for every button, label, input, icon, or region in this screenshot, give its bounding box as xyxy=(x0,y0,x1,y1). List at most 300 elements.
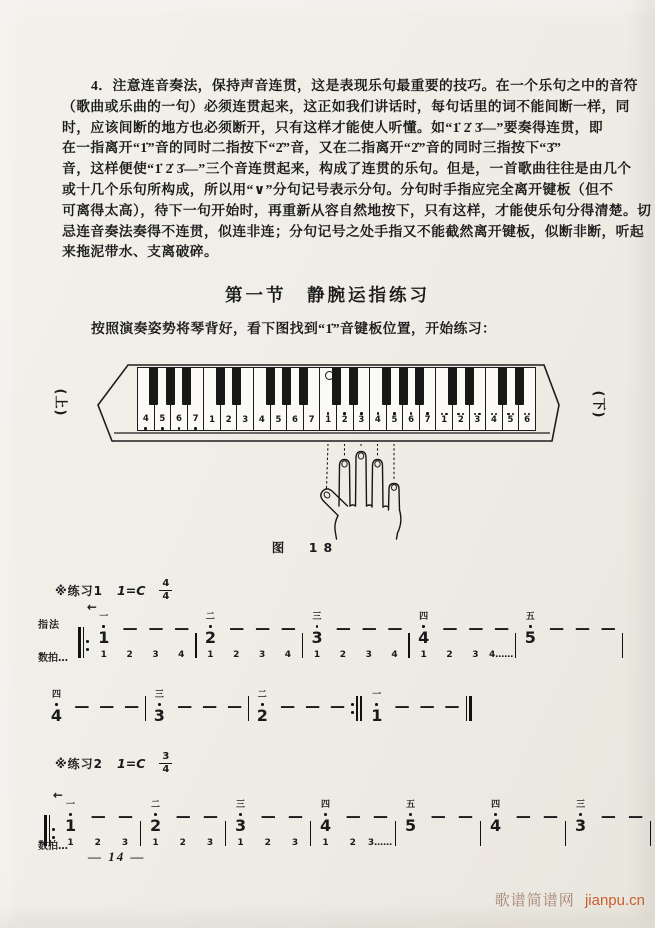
barline xyxy=(622,633,623,658)
duration-dash: — xyxy=(628,807,643,825)
duration-dash: — xyxy=(574,619,589,637)
beat-count: 4 xyxy=(391,650,398,660)
duration-dash: — xyxy=(122,619,137,637)
beat-count: 1 xyxy=(322,838,329,848)
beat-count xyxy=(424,838,451,849)
dash-cell xyxy=(254,807,281,834)
duration-dash: — xyxy=(174,619,189,637)
note-cell xyxy=(397,800,424,834)
beat-row xyxy=(567,838,649,849)
beat-count xyxy=(517,650,543,661)
barline xyxy=(302,633,303,658)
paragraph-line: 时，应该间断的地方也必须断开，只有这样才能使人听懂。如“1̇ 2̇ 3̇—”要奏得连贯，即 xyxy=(62,119,604,135)
exercise1-key-signature: 1=C xyxy=(117,583,146,598)
duration-dash: — xyxy=(124,697,139,715)
white-key-label: 5 xyxy=(275,415,282,425)
dash-cell xyxy=(111,807,138,834)
duration-dash: — xyxy=(335,619,350,637)
white-key-label: 6 xyxy=(175,414,182,425)
measure xyxy=(567,792,649,849)
duration-dash: — xyxy=(305,697,320,715)
dash-cell xyxy=(569,619,595,646)
dash-cell xyxy=(69,697,94,724)
dash-cell xyxy=(325,697,350,724)
note-cell xyxy=(482,800,509,834)
duration-dash: — xyxy=(430,807,445,825)
octave-dot xyxy=(144,427,147,430)
duration-dash: — xyxy=(458,807,473,825)
dash-cell xyxy=(249,619,275,646)
duration-dash: — xyxy=(227,697,242,715)
note-cell xyxy=(304,612,330,646)
dash-cell xyxy=(509,807,536,834)
exercise2-key-signature: 1=C xyxy=(117,756,146,771)
beat-count: 2 xyxy=(179,838,186,848)
duration-dash: — xyxy=(90,807,105,825)
beat-count xyxy=(543,650,569,661)
paragraph-line: 来拖泥带水、支离破碎。 xyxy=(62,244,219,260)
paragraph-line: （歌曲或乐曲的一句）必须连贯起来，这正如我们讲话时，每句话里的词不能间断一样，同 xyxy=(62,98,630,114)
black-key xyxy=(382,367,391,405)
barline xyxy=(408,633,409,658)
beat-count: 4 xyxy=(178,650,185,660)
paragraph-line: 或十几个乐句所构成，所以用“∨”分句记号表示分句。分句时手指应完全离开键板（但不 xyxy=(62,181,614,197)
note-digit: 5 xyxy=(405,816,417,835)
barline xyxy=(565,821,566,846)
duration-dash: — xyxy=(280,697,295,715)
black-key xyxy=(282,367,291,405)
final-barline xyxy=(466,696,472,724)
white-key-label: 4 xyxy=(258,415,265,425)
duration-dash: — xyxy=(260,807,275,825)
dash-cell xyxy=(172,697,197,724)
duration-dash: — xyxy=(117,807,132,825)
note-digit: 4 xyxy=(418,628,430,647)
beat-row xyxy=(57,838,139,849)
dash-cell xyxy=(437,619,463,646)
note-cell xyxy=(312,800,339,834)
dash-cell xyxy=(462,619,488,646)
dash-cell xyxy=(543,619,569,646)
white-key-label: 4 xyxy=(374,415,381,425)
note-cell xyxy=(52,788,84,835)
black-key xyxy=(515,367,524,405)
duration-dash: — xyxy=(202,697,217,715)
note-cell xyxy=(517,612,543,646)
beat-row xyxy=(304,650,407,661)
black-key xyxy=(232,367,241,405)
barline xyxy=(145,696,146,721)
note-digit: 1 xyxy=(98,628,110,647)
duration-dash: — xyxy=(444,697,459,715)
beat-row xyxy=(312,838,394,849)
fingering-number: 三 xyxy=(236,800,246,811)
beat-count xyxy=(509,838,536,849)
white-key-label: 2 xyxy=(341,415,348,425)
exercise1-time-signature: 4 4 xyxy=(159,579,172,602)
measure xyxy=(86,600,194,661)
note-digit: 4 xyxy=(490,816,502,835)
measure xyxy=(411,604,514,661)
paragraph-line: 4．注意连音奏法，保持声音连贯，这是表现乐句最重要的技巧。在一个乐句之中的音符 xyxy=(91,78,638,93)
measure xyxy=(227,792,309,849)
measure xyxy=(147,682,247,724)
note-digit: 3 xyxy=(153,706,165,725)
paragraph-line: 忌连音奏法奏得不连贯，似连非连；分句记号之处手指又不能截然离开键板，似断非断，听起 xyxy=(62,223,645,239)
begin-repeat-sign xyxy=(78,627,89,661)
note-cell xyxy=(198,612,224,646)
dash-cell xyxy=(196,807,223,834)
dash-cell xyxy=(439,697,464,724)
white-key-label: 1 xyxy=(441,415,448,425)
beat-count: 1 xyxy=(207,650,214,660)
duration-dash: — xyxy=(373,807,388,825)
note-cell xyxy=(147,690,172,724)
fingering-row-label: 指法 xyxy=(38,620,60,631)
barline xyxy=(140,821,141,846)
beat-count: 4 xyxy=(284,650,292,660)
dash-cell xyxy=(488,619,514,646)
arrow-annotation: ← xyxy=(52,788,63,803)
beat-count: 4…… xyxy=(489,650,514,660)
finger-guide-dotted-lines xyxy=(327,444,395,488)
note-cell xyxy=(250,690,275,724)
white-key-label: 6 xyxy=(524,415,531,425)
beat-count: 3 xyxy=(472,650,479,660)
white-key-label: 2 xyxy=(225,415,232,425)
dash-cell xyxy=(223,619,249,646)
beat-count xyxy=(569,650,595,661)
fingering-number: 二 xyxy=(257,690,267,701)
note-cell xyxy=(227,800,254,834)
beat-row xyxy=(198,650,301,661)
exercise2-time-signature: 3 4 xyxy=(159,752,172,775)
dash-cell xyxy=(389,697,414,724)
duration-dash: — xyxy=(387,619,402,637)
marked-key-circle xyxy=(325,371,334,380)
measure xyxy=(482,792,564,849)
white-key-label: 1 xyxy=(209,415,216,425)
duration-dash: — xyxy=(288,807,302,825)
fingering-number: 二 xyxy=(205,612,215,623)
beat-row xyxy=(397,838,479,849)
duration-dash: — xyxy=(600,619,615,637)
beat-count: 2 xyxy=(233,650,240,660)
beat-row xyxy=(227,838,309,849)
duration-dash: — xyxy=(177,697,192,715)
fingering-number: 三 xyxy=(576,800,586,811)
note-cell xyxy=(567,800,594,834)
fingering-number: 一 xyxy=(66,800,76,811)
dash-cell xyxy=(275,697,300,724)
beat-count xyxy=(397,838,424,849)
notation-line xyxy=(44,682,474,724)
duration-dash: — xyxy=(175,807,190,825)
white-key-label: 5 xyxy=(507,415,514,425)
measure xyxy=(44,682,144,724)
dash-cell xyxy=(119,697,144,724)
note-digit: 4 xyxy=(319,816,332,835)
beat-count xyxy=(567,838,594,849)
note-cell xyxy=(86,600,117,647)
measure xyxy=(312,792,394,849)
note-digit: 5 xyxy=(524,628,536,647)
duration-dash: — xyxy=(419,697,434,715)
white-key-label: 7 xyxy=(424,415,431,425)
score-flex xyxy=(42,788,652,849)
fingering-number: 四 xyxy=(491,800,501,811)
exercise1-label: ※练习1 xyxy=(55,584,104,598)
white-key-label: 3 xyxy=(358,415,365,425)
duration-dash: — xyxy=(361,619,376,637)
end-repeat-sign xyxy=(351,696,362,724)
beat-row xyxy=(142,838,224,849)
note-digit: 3 xyxy=(575,816,587,835)
beat-count: 1 xyxy=(420,650,427,660)
duration-dash: — xyxy=(600,807,615,825)
beat-row xyxy=(91,650,194,661)
duration-dash: — xyxy=(74,697,89,715)
measure xyxy=(250,682,350,724)
beat-count: 1 xyxy=(237,838,244,848)
barline xyxy=(225,821,226,846)
fingering-number: 四 xyxy=(51,690,61,701)
dash-cell xyxy=(330,619,356,646)
beat-count: 1 xyxy=(100,650,107,660)
intro-text: 按照演奏姿势将琴背好，看下图找到“1̇”音键板位置，开始练习： xyxy=(91,321,497,336)
duration-dash: — xyxy=(202,807,217,825)
barline xyxy=(480,821,481,846)
white-key-label: 7 xyxy=(308,415,315,425)
white-key-label: 5 xyxy=(391,415,398,425)
note-cell xyxy=(364,690,389,724)
white-key-label: 3 xyxy=(242,415,249,425)
note-digit: 2 xyxy=(256,706,268,725)
barline xyxy=(650,821,651,846)
fingering-number: 三 xyxy=(154,690,164,701)
measure xyxy=(364,682,464,724)
note-digit: 3 xyxy=(234,816,247,835)
barline xyxy=(248,696,249,721)
beat-count: 3 xyxy=(152,650,159,660)
dash-cell xyxy=(594,807,621,834)
beat-count: 3 xyxy=(291,838,299,848)
beat-count: 2 xyxy=(349,838,356,848)
note-digit: 2 xyxy=(204,628,216,647)
dash-cell xyxy=(366,807,393,834)
beat-count: 1 xyxy=(313,650,321,660)
dash-cell xyxy=(117,619,143,646)
white-key-label: 1 xyxy=(325,415,332,425)
fingering-number: 五 xyxy=(406,800,416,811)
arrow-annotation: ← xyxy=(86,600,97,615)
dash-cell xyxy=(300,697,325,724)
dash-cell xyxy=(382,619,408,646)
white-key-label: 2 xyxy=(457,415,464,425)
dash-cell xyxy=(424,807,451,834)
note-cell xyxy=(44,690,69,724)
dash-cell xyxy=(414,697,439,724)
exercise1-header xyxy=(55,579,172,602)
measure xyxy=(52,788,139,849)
notation-line xyxy=(38,788,652,852)
beat-row xyxy=(482,838,564,849)
beat-count: 1 xyxy=(67,838,74,848)
black-key xyxy=(182,367,191,405)
fingering-number: 一 xyxy=(99,612,109,623)
dash-cell xyxy=(94,697,119,724)
beat-count: 3 xyxy=(365,650,372,660)
note-digit: 4 xyxy=(50,706,63,725)
notation-line xyxy=(38,600,624,664)
section-title: 第一节 静腕运指练习 xyxy=(225,286,430,306)
black-key xyxy=(166,367,175,405)
keyboard-side-label-up: (上) xyxy=(52,388,68,417)
fingering-number: 四 xyxy=(321,800,331,811)
beats-row-label: 数拍… xyxy=(38,653,68,664)
black-key xyxy=(399,367,408,405)
note-digit: 2 xyxy=(149,816,162,835)
dash-cell xyxy=(197,697,222,724)
fingering-number: 一 xyxy=(372,690,382,701)
dash-cell xyxy=(281,807,308,834)
beat-count xyxy=(451,838,478,849)
beat-row xyxy=(411,650,514,661)
note-digit: 1 xyxy=(64,816,77,835)
hand-illustration xyxy=(250,444,460,540)
paragraph-line: 音，这样便使“1̇ 2̇ 3̇—”三个音连贯起来，构成了连贯的乐句。但是，一首歌曲往往是由几个 xyxy=(62,161,632,177)
black-key xyxy=(465,367,474,405)
watermark-url: jianpu.cn xyxy=(584,892,645,909)
barline xyxy=(195,633,196,658)
beat-count: 3…… xyxy=(367,838,393,848)
beat-count: 1 xyxy=(152,838,159,848)
dash-cell xyxy=(222,697,247,724)
duration-dash: — xyxy=(442,619,457,637)
duration-dash: — xyxy=(543,807,558,825)
note-digit: 1 xyxy=(371,706,383,725)
duration-dash: — xyxy=(549,619,564,637)
beat-count: 2 xyxy=(339,650,347,660)
beat-count xyxy=(621,838,648,849)
duration-dash: — xyxy=(255,619,270,637)
paragraph-line: 可离得太高），待下一句开始时，再重新从容自然地按下，只有这样，才能使乐句分得清楚。切 xyxy=(62,202,652,218)
black-key xyxy=(415,367,424,405)
duration-dash: — xyxy=(494,619,509,637)
dash-cell xyxy=(356,619,382,646)
black-key xyxy=(448,367,457,405)
beat-count: 3 xyxy=(258,650,266,660)
white-key-label: 6 xyxy=(408,415,414,425)
black-key xyxy=(149,367,158,405)
dash-cell xyxy=(339,807,366,834)
watermark xyxy=(495,889,645,910)
duration-dash: — xyxy=(280,619,295,637)
beat-count xyxy=(594,838,621,849)
black-key xyxy=(349,367,358,405)
measure xyxy=(397,792,479,849)
duration-dash: — xyxy=(329,697,344,715)
black-key xyxy=(498,367,507,405)
duration-dash: — xyxy=(99,697,114,715)
dash-cell xyxy=(595,619,621,646)
duration-dash: — xyxy=(468,619,483,637)
paragraph-line: 在一指离开“1̇”音的同时二指按下“2̇”音，又在二指离开“2̇”音的同时三指按下“3̇” xyxy=(62,140,562,156)
fingering-number: 四 xyxy=(419,612,429,623)
octave-dot xyxy=(178,427,181,430)
duration-dash: — xyxy=(345,807,360,825)
beat-count xyxy=(595,650,621,661)
white-key-label: 6 xyxy=(292,415,298,425)
beat-count: 2 xyxy=(446,650,453,660)
page-number: — 14 — xyxy=(88,849,146,864)
beat-count: 2 xyxy=(94,838,101,848)
dash-cell xyxy=(621,807,648,834)
white-key-label: 4 xyxy=(142,414,149,425)
beat-count: 2 xyxy=(126,650,133,660)
beat-count: 2 xyxy=(264,838,271,848)
fingering-number: 五 xyxy=(525,612,535,623)
beat-count xyxy=(482,838,509,849)
dash-cell xyxy=(143,619,169,646)
white-key-label: 3 xyxy=(474,415,481,425)
note-digit: 3 xyxy=(311,628,323,647)
exercise2-header xyxy=(55,752,172,775)
beat-count: 3 xyxy=(121,838,129,848)
watermark-site-name: 歌谱简谱网 xyxy=(494,892,575,909)
keyboard-side-label-down: (下) xyxy=(590,390,606,419)
white-key-label: 4 xyxy=(490,415,497,425)
dash-cell xyxy=(275,619,301,646)
duration-dash: — xyxy=(148,619,163,637)
black-key xyxy=(216,367,225,405)
measure xyxy=(517,604,620,661)
dash-cell xyxy=(84,807,111,834)
score-flex xyxy=(76,600,624,661)
octave-dot xyxy=(194,427,197,430)
measure xyxy=(304,604,407,661)
white-key-label: 5 xyxy=(159,414,166,425)
dash-cell xyxy=(169,807,196,834)
score-flex xyxy=(44,682,474,724)
measure xyxy=(198,604,301,661)
duration-dash: — xyxy=(515,807,530,825)
dash-cell xyxy=(451,807,478,834)
note-cell xyxy=(142,800,169,834)
barline xyxy=(515,633,516,658)
dash-cell xyxy=(536,807,563,834)
beats-row-label: 数拍… xyxy=(38,841,68,852)
dash-cell xyxy=(168,619,194,646)
exercise2-label: ※练习2 xyxy=(55,757,104,771)
measure xyxy=(142,792,224,849)
beat-count: 3 xyxy=(206,838,214,848)
duration-dash: — xyxy=(394,697,409,715)
octave-dot xyxy=(161,427,164,430)
barline xyxy=(310,821,311,846)
black-key xyxy=(266,367,275,405)
keyboard-diagram xyxy=(97,361,565,449)
figure-caption: 图 18 xyxy=(271,540,339,555)
beat-row xyxy=(517,650,620,661)
duration-dash: — xyxy=(229,619,244,637)
body-paragraph xyxy=(62,76,652,263)
beat-count xyxy=(536,838,563,849)
barline xyxy=(395,821,396,846)
white-key-label: 7 xyxy=(192,414,199,425)
note-cell xyxy=(411,612,437,646)
black-key xyxy=(299,367,308,405)
